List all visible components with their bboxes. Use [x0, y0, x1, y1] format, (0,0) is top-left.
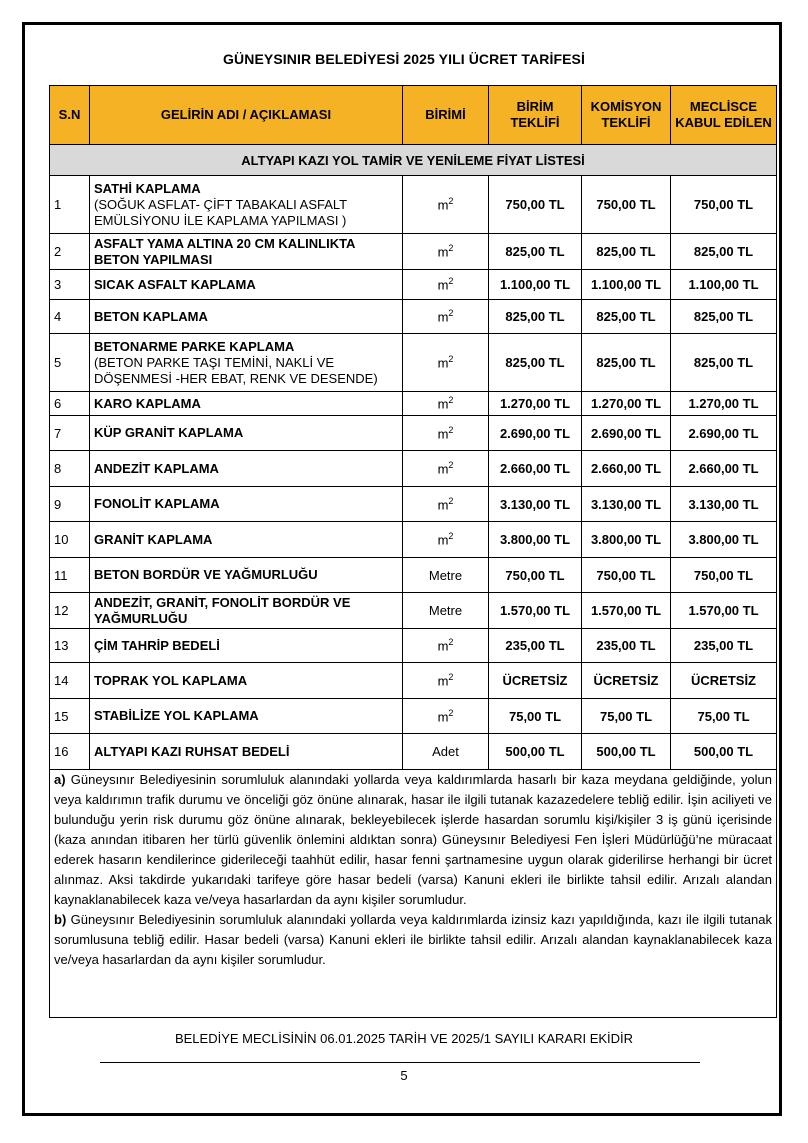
- note-a-label: a): [54, 772, 66, 787]
- row-komisyon-teklifi: 750,00 TL: [582, 558, 671, 593]
- row-birim-teklifi: 750,00 TL: [489, 558, 582, 593]
- table-row: [50, 593, 777, 629]
- row-name: ANDEZİT, GRANİT, FONOLİT BORDÜR VE YAĞMURLUĞU: [94, 594, 351, 626]
- row-name: ASFALT YAMA ALTINA 20 CM KALINLIKTA BETON YAPILMASI: [94, 235, 355, 267]
- row-name-cell: [90, 300, 403, 334]
- row-unit-exponent: 2: [448, 637, 454, 648]
- row-birim-teklifi: 2.660,00 TL: [489, 451, 582, 487]
- row-name: ALTYAPI KAZI RUHSAT BEDELİ: [94, 743, 290, 759]
- row-description: (SOĞUK ASFLAT- ÇİFT TABAKALI ASFALT EMÜLSİYONU İLE KAPLAMA YAPILMASI ): [94, 196, 347, 228]
- row-name-cell: [90, 176, 403, 234]
- row-name: BETONARME PARKE KAPLAMA: [94, 338, 295, 354]
- row-unit: m: [437, 355, 449, 371]
- row-unit-exponent: 2: [448, 354, 454, 365]
- row-unit-cell: [403, 234, 489, 270]
- row-unit: m: [437, 461, 449, 477]
- row-sn: 14: [50, 663, 90, 699]
- row-name-cell: [90, 629, 403, 663]
- table-row: [50, 392, 777, 416]
- row-unit-cell: [403, 451, 489, 487]
- row-unit-cell: [403, 487, 489, 522]
- row-unit: m: [437, 673, 449, 689]
- row-name-cell: [90, 334, 403, 392]
- row-unit: m: [437, 497, 449, 513]
- row-unit-cell: [403, 300, 489, 334]
- row-name: ANDEZİT KAPLAMA: [94, 460, 219, 476]
- row-name-cell: [90, 487, 403, 522]
- row-komisyon-teklifi: 235,00 TL: [582, 629, 671, 663]
- row-meclisce-kabul: 750,00 TL: [671, 558, 777, 593]
- row-unit-exponent: 2: [448, 243, 454, 254]
- row-komisyon-teklifi: 1.100,00 TL: [582, 270, 671, 300]
- footer-text: BELEDİYE MECLİSİNİN 06.01.2025 TARİH VE 2025/1 SAYILI KARARI EKİDİR: [174, 1031, 634, 1046]
- row-meclisce-kabul: 75,00 TL: [671, 699, 777, 734]
- row-unit-exponent: 2: [448, 707, 454, 718]
- row-meclisce-kabul: 825,00 TL: [671, 300, 777, 334]
- row-birim-teklifi: 3.800,00 TL: [489, 522, 582, 558]
- row-unit-cell: [403, 734, 489, 770]
- row-name-cell: [90, 270, 403, 300]
- row-sn: 8: [50, 451, 90, 487]
- table-row: [50, 451, 777, 487]
- row-sn: 15: [50, 699, 90, 734]
- note-a: [54, 770, 772, 910]
- note-b: [54, 910, 772, 970]
- row-name-cell: [90, 392, 403, 416]
- row-komisyon-teklifi: 825,00 TL: [582, 334, 671, 392]
- row-sn: 7: [50, 416, 90, 451]
- row-name: GRANİT KAPLAMA: [94, 531, 213, 547]
- row-meclisce-kabul: 1.100,00 TL: [671, 270, 777, 300]
- header-meclisce-kabul: MECLİSCE KABUL EDİLEN: [671, 86, 777, 145]
- table-header-row: [50, 86, 777, 145]
- row-name-cell: [90, 663, 403, 699]
- row-birim-teklifi: 825,00 TL: [489, 234, 582, 270]
- row-meclisce-kabul: 750,00 TL: [671, 176, 777, 234]
- section-title: ALTYAPI KAZI YOL TAMİR VE YENİLEME FİYAT LİSTESİ: [50, 145, 777, 176]
- page-title: GÜNEYSINIR BELEDİYESİ 2025 YILI ÜCRET TARİFESİ: [223, 51, 585, 67]
- row-komisyon-teklifi: 2.660,00 TL: [582, 451, 671, 487]
- row-unit-cell: [403, 392, 489, 416]
- row-sn: 5: [50, 334, 90, 392]
- row-unit: m: [437, 309, 449, 325]
- row-unit-cell: [403, 334, 489, 392]
- table-row: [50, 487, 777, 522]
- row-unit-cell: [403, 416, 489, 451]
- row-name-cell: [90, 558, 403, 593]
- row-birim-teklifi: 825,00 TL: [489, 300, 582, 334]
- row-unit-exponent: 2: [448, 308, 454, 319]
- row-unit: m: [437, 426, 449, 442]
- row-unit: m: [437, 709, 449, 725]
- row-name: SICAK ASFALT KAPLAMA: [94, 276, 256, 292]
- row-name: ÇİM TAHRİP BEDELİ: [94, 637, 220, 653]
- table-row: [50, 334, 777, 392]
- row-unit-exponent: 2: [448, 531, 454, 542]
- row-birim-teklifi: 825,00 TL: [489, 334, 582, 392]
- row-birim-teklifi: 235,00 TL: [489, 629, 582, 663]
- table-row: [50, 300, 777, 334]
- row-komisyon-teklifi: 825,00 TL: [582, 234, 671, 270]
- row-unit-cell: [403, 522, 489, 558]
- table-row: [50, 270, 777, 300]
- row-name-cell: [90, 593, 403, 629]
- row-unit-cell: [403, 593, 489, 629]
- table-row: [50, 416, 777, 451]
- row-birim-teklifi: 1.270,00 TL: [489, 392, 582, 416]
- row-birim-teklifi: 750,00 TL: [489, 176, 582, 234]
- row-unit: m: [437, 244, 449, 260]
- row-name: KARO KAPLAMA: [94, 395, 201, 411]
- note-b-text: Güneysınır Belediyesinin sorumluluk alanındaki yollarda veya kaldırımlarda izinsiz kazı yapıldığında, kazı ile ilgili tutanak sorumlusuna tebliğ edilir. Hasar bedeli (varsa) Kanuni ekleri ile birlikte tahsil edilir. Arızalı alandan kaynaklanabilecek kaza ve/veya hasarlardan da aynı kişiler sorumludur.: [54, 912, 772, 967]
- row-komisyon-teklifi: ÜCRETSİZ: [582, 663, 671, 699]
- row-name-cell: [90, 416, 403, 451]
- row-birim-teklifi: 500,00 TL: [489, 734, 582, 770]
- row-name: KÜP GRANİT KAPLAMA: [94, 425, 244, 440]
- table-row: [50, 663, 777, 699]
- header-birim-teklifi: BİRİM TEKLİFİ: [489, 86, 582, 145]
- row-komisyon-teklifi: 3.130,00 TL: [582, 487, 671, 522]
- row-meclisce-kabul: 235,00 TL: [671, 629, 777, 663]
- table-row: [50, 558, 777, 593]
- row-sn: 10: [50, 522, 90, 558]
- row-meclisce-kabul: ÜCRETSİZ: [671, 663, 777, 699]
- row-sn: 16: [50, 734, 90, 770]
- row-unit-exponent: 2: [448, 672, 454, 683]
- note-a-text: Güneysınır Belediyesinin sorumluluk alanındaki yollarda veya kaldırımlarda hasarlı bir kaza meydana geldiğinde, yolun veya kaldırımın trafik durumu ve önceliği göz önüne alınarak, hasar ile ilgili tutanak kazazedelere tebliğ edilir. İşin aciliyeti ve bulunduğu yerin risk durumu göz önüne alınarak, bekleyebilecek işlerde hasardan sorumlu kişi/kişiler 3 iş günü içerisinde (kaza anından itibaren her türlü güvenlik önlemini aldıktan sonra) Güneysınır Belediyesi Fen İşleri Müdürlüğü’ne müracaat ederek hasarın kendilerince giderileceği taahhüt edilir, hasar fenni şartnamesine uygun olarak giderilirse herhangi bir ücret alınmaz. Aksi takdirde yukarıdaki tarifeye göre hasar bedeli (varsa) Kanuni ekleri ile birlikte tahsil edilir. Arızalı alandan kaynaklanabilecek kaza ve/veya hasarlardan da aynı kişiler sorumludur.: [54, 772, 772, 907]
- row-description: (BETON PARKE TAŞI TEMİNİ, NAKLİ VE DÖŞENMESİ -HER EBAT, RENK VE DESENDE): [94, 354, 378, 386]
- row-meclisce-kabul: 1.270,00 TL: [671, 392, 777, 416]
- row-birim-teklifi: 3.130,00 TL: [489, 487, 582, 522]
- row-sn: 4: [50, 300, 90, 334]
- row-komisyon-teklifi: 500,00 TL: [582, 734, 671, 770]
- page-number: 5: [400, 1068, 408, 1083]
- row-meclisce-kabul: 3.800,00 TL: [671, 522, 777, 558]
- footer-divider: [100, 1062, 700, 1063]
- row-komisyon-teklifi: 75,00 TL: [582, 699, 671, 734]
- row-sn: 11: [50, 558, 90, 593]
- row-meclisce-kabul: 500,00 TL: [671, 734, 777, 770]
- row-unit: Metre: [428, 567, 463, 583]
- row-unit-exponent: 2: [448, 424, 454, 435]
- row-unit: m: [437, 638, 449, 654]
- table-row: [50, 234, 777, 270]
- row-unit-exponent: 2: [448, 395, 454, 406]
- row-sn: 3: [50, 270, 90, 300]
- section-row: [50, 145, 777, 176]
- table-row: [50, 699, 777, 734]
- table-row: [50, 734, 777, 770]
- row-unit-exponent: 2: [448, 495, 454, 506]
- row-name: SATHİ KAPLAMA: [94, 180, 201, 196]
- row-unit-cell: [403, 629, 489, 663]
- header-unit: BİRİMİ: [403, 86, 489, 145]
- row-unit-exponent: 2: [448, 196, 454, 207]
- row-name: TOPRAK YOL KAPLAMA: [94, 672, 248, 688]
- row-meclisce-kabul: 3.130,00 TL: [671, 487, 777, 522]
- notes-row: [50, 770, 777, 1018]
- row-sn: 2: [50, 234, 90, 270]
- row-unit-cell: [403, 270, 489, 300]
- row-komisyon-teklifi: 1.270,00 TL: [582, 392, 671, 416]
- row-birim-teklifi: ÜCRETSİZ: [489, 663, 582, 699]
- row-birim-teklifi: 1.100,00 TL: [489, 270, 582, 300]
- row-unit: m: [437, 277, 449, 293]
- tariff-table: [49, 85, 777, 1018]
- notes-cell: [50, 770, 777, 1018]
- row-sn: 9: [50, 487, 90, 522]
- row-sn: 1: [50, 176, 90, 234]
- row-name: BETON BORDÜR VE YAĞMURLUĞU: [94, 567, 318, 582]
- row-unit: m: [437, 396, 449, 412]
- table-row: [50, 629, 777, 663]
- row-birim-teklifi: 1.570,00 TL: [489, 593, 582, 629]
- row-unit-exponent: 2: [448, 460, 454, 471]
- row-sn: 13: [50, 629, 90, 663]
- row-sn: 12: [50, 593, 90, 629]
- row-name-cell: [90, 234, 403, 270]
- row-unit-cell: [403, 558, 489, 593]
- table-row: [50, 176, 777, 234]
- row-birim-teklifi: 2.690,00 TL: [489, 416, 582, 451]
- row-meclisce-kabul: 825,00 TL: [671, 334, 777, 392]
- row-unit: m: [437, 532, 449, 548]
- row-komisyon-teklifi: 3.800,00 TL: [582, 522, 671, 558]
- row-name-cell: [90, 734, 403, 770]
- header-name: GELİRİN ADI / AÇIKLAMASI: [90, 86, 403, 145]
- row-name: BETON KAPLAMA: [94, 308, 208, 324]
- row-komisyon-teklifi: 750,00 TL: [582, 176, 671, 234]
- row-sn: 6: [50, 392, 90, 416]
- row-unit-cell: [403, 663, 489, 699]
- note-b-label: b): [54, 912, 67, 927]
- row-name: FONOLİT KAPLAMA: [94, 496, 220, 511]
- row-name-cell: [90, 699, 403, 734]
- row-unit: Adet: [432, 744, 459, 759]
- row-meclisce-kabul: 2.690,00 TL: [671, 416, 777, 451]
- row-unit-cell: [403, 699, 489, 734]
- table-row: [50, 522, 777, 558]
- row-komisyon-teklifi: 1.570,00 TL: [582, 593, 671, 629]
- row-komisyon-teklifi: 2.690,00 TL: [582, 416, 671, 451]
- row-name: STABİLİZE YOL KAPLAMA: [94, 708, 259, 723]
- row-meclisce-kabul: 2.660,00 TL: [671, 451, 777, 487]
- row-unit-cell: [403, 176, 489, 234]
- row-unit-exponent: 2: [448, 276, 454, 287]
- row-name-cell: [90, 451, 403, 487]
- row-komisyon-teklifi: 825,00 TL: [582, 300, 671, 334]
- row-meclisce-kabul: 825,00 TL: [671, 234, 777, 270]
- header-sn: S.N: [50, 86, 90, 145]
- row-unit: Metre: [428, 603, 463, 618]
- row-unit: m: [437, 197, 449, 213]
- row-birim-teklifi: 75,00 TL: [489, 699, 582, 734]
- row-meclisce-kabul: 1.570,00 TL: [671, 593, 777, 629]
- row-name-cell: [90, 522, 403, 558]
- header-komisyon-teklifi: KOMİSYON TEKLİFİ: [582, 86, 671, 145]
